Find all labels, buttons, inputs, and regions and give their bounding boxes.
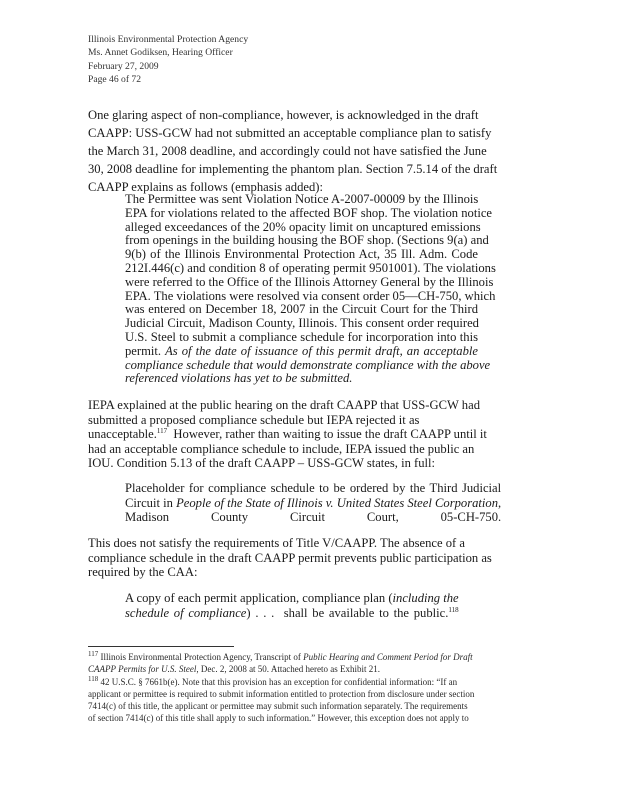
quote-line: [125, 496, 501, 511]
text-line: 30, 2008 deadline for implementing the phantom plan. Section 7.5.14 of the draft: [88, 162, 498, 176]
text-line: submitted a proposed compliance schedule but IEPA rejected it as: [88, 412, 420, 427]
quote-text: permit.: [125, 343, 162, 358]
quote-line: from openings in the building housing the BOF shop. (Sections 9(a) and: [125, 233, 489, 248]
quote-line: The Permittee was sent Violation Notice A-2007-00009 by the Illinois: [125, 192, 479, 206]
footnote-line: of section 7414(c) of this title shall apply to such information.” However, this exception does not apply to: [88, 713, 469, 724]
block-quote-caa: [125, 591, 459, 620]
quote-line: U.S. Steel to submit a compliance schedule for incorporation into this: [125, 329, 478, 344]
quote-line: 212I.446(c) and condition 8 of operating permit 9501001). The violations: [125, 260, 496, 275]
case-name: People of the State of Illinois v. United States Steel Corporation: [176, 495, 498, 510]
text-line: This does not satisfy the requirements of Title V/CAAPP. The absence of a: [88, 536, 465, 550]
header-page-number: Page 46 of 72: [88, 73, 142, 85]
footnote-divider: [88, 646, 234, 647]
footnote-ref-117[interactable]: 117: [156, 426, 168, 435]
text-line: the March 31, 2008 deadline, and accordingly could not have satisfied the June: [88, 144, 487, 158]
emphasized-text: referenced violations has yet to be submitted.: [125, 371, 353, 386]
emphasized-text: compliance schedule that would demonstrate compliance with the above: [125, 357, 491, 372]
text: ,: [498, 495, 502, 510]
quote-line: were referred to the Office of the Illinois Attorney General by the Illinois: [125, 274, 494, 289]
text-line: IEPA explained at the public hearing on the draft CAAPP that USS-GCW had: [88, 398, 480, 412]
header-agency: Illinois Environmental Protection Agency: [88, 34, 249, 45]
letter-header: [88, 33, 248, 86]
footnote-line: 7414(c) of this title, the applicant or permittee may submit such information separately. The requirements: [88, 701, 468, 712]
emphasized-text: As of the date of issuance of this permit draft, an acceptable: [165, 343, 478, 358]
text-line: [88, 427, 487, 442]
emphasized-text: schedule of compliance: [125, 605, 247, 620]
text-line: CAAPP explains as follows (emphasis added):: [88, 180, 323, 194]
footnotes: [88, 651, 474, 725]
quote-line: EPA. The violations were resolved via consent order 05—CH-750, which: [125, 288, 496, 303]
quote-line: Placeholder for compliance schedule to be ordered by the Third Judicial: [125, 481, 502, 495]
quote-line: [125, 591, 459, 606]
text-line: compliance schedule in the draft CAAPP permit prevents public participation as: [88, 550, 492, 565]
text-line: One glaring aspect of non-compliance, however, is acknowledged in the draft: [88, 108, 479, 122]
document-title: CAAPP Permits for U.S. Steel: [88, 664, 197, 675]
paragraph-1: [88, 106, 497, 196]
quote-line: Judicial Circuit, Madison County, Illinois. This consent order required: [125, 316, 479, 331]
quote-line: [125, 345, 478, 359]
footnote-117: [88, 651, 474, 663]
block-quote-condition-5-13: [125, 481, 501, 525]
footnote-118: [88, 676, 474, 688]
paragraph-2: [88, 398, 487, 471]
text-line: had an acceptable compliance schedule to include, IEPA issued the public an: [88, 441, 475, 456]
quote-line: alleged exceedances of the 20% opacity limit on uncaptured emissions: [125, 219, 481, 234]
footnote-number: 118: [88, 674, 99, 683]
text: , Dec. 2, 2008 at 50. Attached hereto as Exhibit 21.: [196, 664, 381, 675]
quote-line: 9(b) of the Illinois Environmental Protection Act, 35 Ill. Adm. Code: [125, 247, 478, 262]
footnote-ref-118[interactable]: 118: [448, 605, 459, 614]
text-line: IOU. Condition 5.13 of the draft CAAPP – USS-GCW states, in full:: [88, 456, 436, 470]
text: A copy of each permit application, compliance plan (: [125, 591, 393, 605]
paragraph-3: [88, 536, 492, 580]
footnote-117-cont: [88, 663, 474, 675]
quote-line: EPA for violations related to the affected BOF shop. The violation notice: [125, 205, 493, 220]
quote-line: [125, 606, 459, 621]
footnote-number: 117: [88, 650, 99, 658]
header-date: February 27, 2009: [88, 60, 159, 72]
quote-line: Madison County Circuit Court, 05-CH-750.: [125, 510, 502, 524]
document-title: Public Hearing and Comment Period for Draft: [303, 652, 473, 662]
block-quote-section-7-5-14: [125, 192, 496, 386]
text: unacceptable.: [88, 427, 157, 441]
footnote-line: applicant or permittee is required to submit information entitled to protection from disclosure under section: [88, 688, 475, 699]
text: Circuit in: [125, 495, 177, 510]
text-line: CAAPP: USS-GCW had not submitted an acceptable compliance plan to satisfy: [88, 126, 492, 140]
text: 42 U.S.C. § 7661b(e). Note that this provision has an exception for confidential information: “If an: [98, 676, 458, 687]
text: However, rather than waiting to issue the draft CAAPP until it: [167, 427, 487, 441]
quote-line: [125, 372, 478, 386]
header-recipient: Ms. Annet Godiksen, Hearing Officer: [88, 47, 233, 59]
text: ) . . . shall be available to the public.: [246, 605, 449, 620]
quote-line: was entered on December 18, 2007 in the Circuit Court for the Third: [125, 302, 478, 317]
quote-line: [125, 357, 491, 373]
text: Illinois Environmental Protection Agency, Transcript of: [98, 652, 304, 662]
text-line: required by the CAA:: [88, 565, 198, 579]
emphasized-text: including the: [392, 591, 459, 605]
